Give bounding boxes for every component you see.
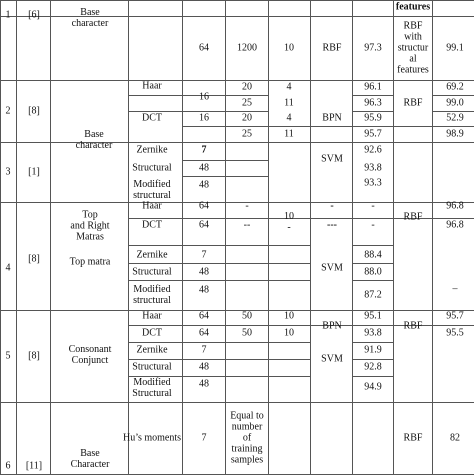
test-cell: 4 — [286, 112, 292, 124]
grid-subline — [352, 263, 393, 264]
feature-count: 48 — [199, 361, 209, 373]
region-cell: Top and Right Matras — [70, 209, 110, 243]
feature-name: DCT — [142, 219, 162, 231]
classifier: - — [330, 200, 334, 212]
feature-count: 48 — [199, 378, 209, 390]
train-cell: 50 — [242, 310, 252, 322]
accuracy: 87.2 — [364, 289, 382, 301]
train-cell: 25 — [242, 97, 252, 109]
feature-count: 48 — [199, 179, 209, 191]
test-cell: 11 — [284, 97, 294, 109]
grid-subline — [352, 342, 393, 343]
accuracy: 97.3 — [364, 42, 382, 54]
column-header: features — [395, 1, 431, 13]
classifier: SVM — [321, 353, 343, 365]
grid-subline — [128, 245, 310, 246]
feature-name: Zernike — [136, 249, 168, 261]
grid-subline — [352, 95, 393, 96]
feature-name: Haar — [142, 80, 162, 92]
reference: [1] — [28, 166, 40, 178]
feature-count: 64 — [199, 219, 209, 231]
train-cell: -- — [243, 219, 251, 231]
accuracy: 88.4 — [364, 249, 382, 261]
feature-count: 64 — [199, 200, 209, 212]
combined-accuracy: 96.8 — [446, 219, 464, 231]
grid-subline — [128, 342, 310, 343]
combined-accuracy: 82 — [450, 432, 460, 444]
feature-count: 7 — [201, 344, 207, 356]
reference: [8] — [28, 253, 40, 265]
combined-accuracy: 99.1 — [446, 42, 464, 54]
grid-hline — [0, 310, 474, 311]
accuracy: 95.9 — [364, 112, 382, 124]
feature-name: Zernike — [136, 144, 168, 156]
combined-accuracy: 96.8 — [446, 200, 464, 212]
test-cell: 10 — [284, 327, 294, 339]
combined-classifier: RBF with structur al features — [397, 20, 429, 76]
region-cell: Base Character — [70, 448, 110, 470]
feature-count: 16 — [199, 112, 209, 124]
classifier: --- — [327, 219, 337, 231]
grid-subline — [182, 160, 268, 161]
grid-hline — [0, 202, 474, 203]
feature-name: Structural — [132, 162, 172, 174]
accuracy: 93.8 — [364, 162, 382, 174]
feature-name: Modified Structural — [132, 377, 172, 399]
feature-count: 16 — [199, 91, 209, 103]
combined-classifier: RBF — [403, 211, 423, 223]
region-cell: Consonant Conjunct — [68, 344, 112, 366]
accuracy: 95.7 — [364, 128, 382, 140]
accuracy: - — [371, 219, 375, 231]
feature-count: 48 — [199, 284, 209, 296]
combined-accuracy: 99.0 — [446, 97, 464, 109]
accuracy: 96.1 — [364, 81, 382, 93]
feature-count: 48 — [199, 162, 209, 174]
combined-classifier: RBF — [403, 97, 423, 109]
region-cell: Top matra — [69, 256, 111, 268]
classifier: BPN — [322, 112, 342, 124]
feature-count: 7 — [201, 432, 207, 444]
grid-subline — [352, 245, 393, 246]
grid-subline — [128, 95, 268, 96]
serial-number: 6 — [5, 460, 11, 472]
grid-subline — [352, 376, 393, 377]
serial-number: 4 — [5, 262, 11, 274]
train-cell: 25 — [242, 128, 252, 140]
test-cell: 10 — [284, 310, 294, 322]
feature-count: 7 — [201, 144, 207, 156]
feature-name: Haar — [142, 200, 162, 212]
grid-subline — [432, 95, 474, 96]
combined-accuracy: 95.5 — [446, 327, 464, 339]
reference: [6] — [28, 9, 40, 21]
feature-name: Structural — [132, 361, 172, 373]
grid-subline — [352, 359, 393, 360]
test-cell: 10 - — [284, 211, 294, 233]
accuracy: 95.1 — [364, 310, 382, 322]
accuracy: 93.8 — [364, 327, 382, 339]
classifier: SVM — [321, 262, 343, 274]
feature-count: 64 — [199, 327, 209, 339]
feature-name: Structural — [132, 266, 172, 278]
grid-subline — [128, 359, 310, 360]
training-samples: 1200 — [237, 42, 257, 54]
combined-classifier: RBF — [403, 432, 423, 444]
region-cell: Base character — [71, 7, 109, 29]
grid-subline — [182, 176, 268, 177]
combined-accuracy: 98.9 — [446, 128, 464, 140]
feature-count: 7 — [201, 249, 207, 261]
test-cell: 4 — [286, 81, 292, 93]
train-cell: 20 — [242, 112, 252, 124]
train-cell: 20 — [242, 81, 252, 93]
train-cell: Equal to number of training samples — [230, 410, 264, 466]
serial-number: 5 — [5, 350, 11, 362]
feature-count: 48 — [199, 266, 209, 278]
feature-name: Zernike — [136, 344, 168, 356]
feature-name: Modified structural — [133, 284, 171, 306]
reference: [11] — [25, 460, 43, 472]
accuracy: 91.9 — [364, 344, 382, 356]
feature-name: Hu’s moments — [122, 432, 182, 444]
serial-number: 1 — [5, 9, 11, 21]
classifier: BPN — [322, 320, 342, 332]
train-cell: 50 — [242, 327, 252, 339]
test-cell: 11 — [284, 128, 294, 140]
grid-hline — [0, 142, 474, 143]
combined-accuracy: 69.2 — [446, 81, 464, 93]
feature-name: DCT — [142, 327, 162, 339]
grid-subline — [128, 280, 310, 281]
grid-hline — [0, 80, 474, 81]
accuracy: 93.3 — [364, 177, 382, 189]
combined-classifier: RBF — [403, 320, 423, 332]
grid-hline — [0, 402, 474, 403]
feature-count: 64 — [199, 42, 209, 54]
accuracy: 96.3 — [364, 97, 382, 109]
combined-accuracy: 52.9 — [446, 112, 464, 124]
grid-subline — [128, 263, 310, 264]
serial-number: 3 — [5, 166, 11, 178]
train-cell: - — [245, 200, 249, 212]
classifier: RBF — [322, 42, 342, 54]
serial-number: 2 — [5, 105, 11, 117]
combined-accuracy: 95.7 — [446, 310, 464, 322]
accuracy: 92.8 — [364, 361, 382, 373]
accuracy: 94.9 — [364, 381, 382, 393]
grid-subline — [352, 126, 393, 127]
accuracy: 92.6 — [364, 144, 382, 156]
feature-name: Haar — [142, 310, 162, 322]
accuracy: - — [371, 200, 375, 212]
accuracy: 88.0 — [364, 266, 382, 278]
testing-value: 10 — [284, 42, 294, 54]
feature-count: 64 — [199, 310, 209, 322]
region-cell: Base character — [75, 129, 113, 151]
reference: [8] — [28, 350, 40, 362]
grid-subline — [182, 126, 432, 127]
feature-name: DCT — [142, 112, 162, 124]
classifier: SVM — [321, 153, 343, 165]
reference: [8] — [28, 105, 40, 117]
feature-name: Modified structural — [133, 179, 171, 201]
grid-subline — [352, 280, 393, 281]
combined-accuracy: _ — [452, 279, 458, 291]
grid-subline — [432, 126, 474, 127]
